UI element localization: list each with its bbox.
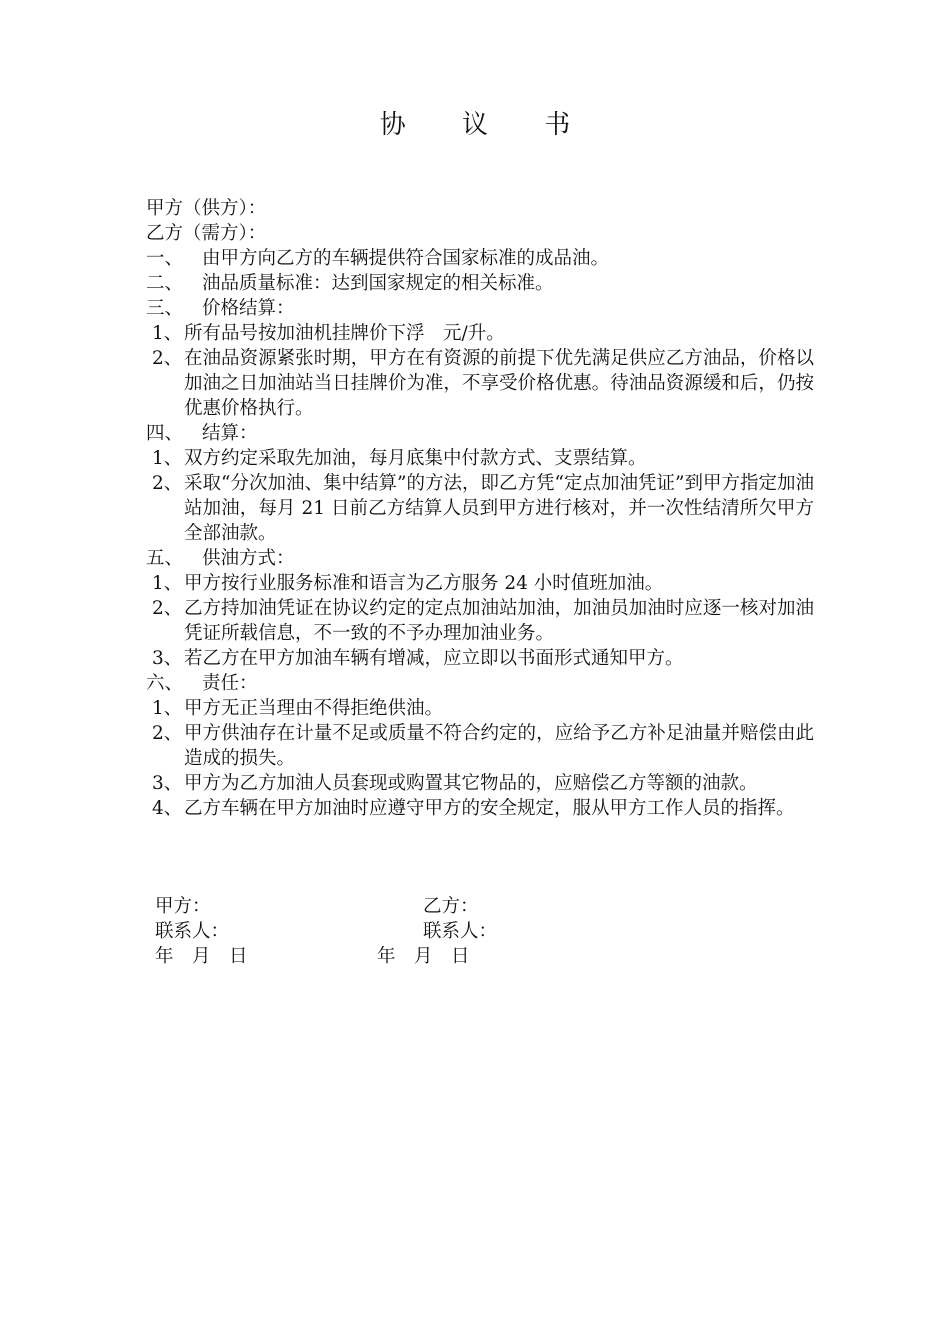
clause-number: 2、 bbox=[152, 723, 183, 744]
party-b-date: 年 月 日 bbox=[377, 946, 470, 967]
party-b-line: 乙方（需方）： bbox=[146, 223, 267, 244]
clause-3-1 bbox=[146, 321, 814, 346]
section-heading: 供油方式： bbox=[202, 548, 295, 569]
clause-text: 采取“分次加油、集中结算”的方法，即乙方凭“定点加油凭证”到甲方指定加油站加油，每月 21 日前乙方结算人员到甲方进行核对，并一次性结清所欠甲方全部油款。 bbox=[184, 473, 814, 544]
clause-text: 乙方持加油凭证在协议约定的定点加油站加油，加油员加油时应逐一核对加油凭证所载信息，不一致的不予办理加油业务。 bbox=[184, 598, 814, 644]
section-number: 三、 bbox=[146, 298, 184, 319]
section-heading: 责任： bbox=[202, 673, 258, 694]
section-5 bbox=[146, 546, 814, 571]
clause-text: 若乙方在甲方加油车辆有增减，应立即以书面形式通知甲方。 bbox=[184, 648, 684, 669]
section-heading: 价格结算： bbox=[202, 298, 295, 319]
clause-text: 甲方无正当理由不得拒绝供油。 bbox=[184, 698, 444, 719]
clause-text: 甲方供油存在计量不足或质量不符合约定的，应给予乙方补足油量并赔偿由此造成的损失。 bbox=[184, 723, 814, 769]
clause-text: 乙方车辆在甲方加油时应遵守甲方的安全规定，服从甲方工作人员的指挥。 bbox=[184, 798, 795, 819]
section-number: 六、 bbox=[146, 673, 184, 694]
clause-text: 双方约定采取先加油，每月底集中付款方式、支票结算。 bbox=[184, 448, 647, 469]
party-a-date: 年 月 日 bbox=[155, 946, 248, 967]
clause-text: 所有品号按加油机挂牌价下浮 元/升。 bbox=[184, 323, 505, 344]
clause-number: 2、 bbox=[152, 473, 183, 494]
clause-4-2 bbox=[146, 471, 814, 546]
document-title: 协 议 书 bbox=[379, 110, 595, 140]
clause-number: 2、 bbox=[152, 348, 183, 369]
clause-6-1 bbox=[146, 696, 814, 721]
clause-number: 3、 bbox=[152, 648, 183, 669]
clause-3-2 bbox=[146, 346, 814, 421]
clause-5-1 bbox=[146, 571, 814, 596]
clause-number: 1、 bbox=[152, 323, 183, 344]
clause-number: 1、 bbox=[152, 573, 183, 594]
party-b-signature-label: 乙方： bbox=[423, 896, 479, 917]
party-a-signature-label: 甲方： bbox=[155, 896, 211, 917]
section-6 bbox=[146, 671, 814, 696]
section-number: 四、 bbox=[146, 423, 184, 444]
clause-number: 3、 bbox=[152, 773, 183, 794]
clause-5-2 bbox=[146, 596, 814, 646]
clause-5-3 bbox=[146, 646, 814, 671]
section-number: 二、 bbox=[146, 273, 184, 294]
clause-6-3 bbox=[146, 771, 814, 796]
section-heading: 结算： bbox=[202, 423, 258, 444]
section-2 bbox=[146, 271, 814, 296]
clause-number: 4、 bbox=[152, 798, 183, 819]
section-1 bbox=[146, 246, 814, 271]
clause-4-1 bbox=[146, 446, 814, 471]
party-a-contact-label: 联系人： bbox=[155, 921, 230, 942]
section-text: 油品质量标准：达到国家规定的相关标准。 bbox=[202, 273, 554, 294]
clause-6-4 bbox=[146, 796, 814, 821]
clause-text: 甲方按行业服务标准和语言为乙方服务 24 小时值班加油。 bbox=[184, 573, 664, 594]
section-number: 五、 bbox=[146, 548, 184, 569]
agreement-body bbox=[146, 196, 814, 821]
clause-number: 2、 bbox=[152, 598, 183, 619]
party-a-line: 甲方（供方）： bbox=[146, 198, 267, 219]
clause-number: 1、 bbox=[152, 698, 183, 719]
section-text: 由甲方向乙方的车辆提供符合国家标准的成品油。 bbox=[202, 248, 610, 269]
section-4 bbox=[146, 421, 814, 446]
section-3 bbox=[146, 296, 814, 321]
clause-number: 1、 bbox=[152, 448, 183, 469]
signature-block bbox=[155, 894, 655, 969]
section-number: 一、 bbox=[146, 248, 184, 269]
clause-text: 甲方为乙方加油人员套现或购置其它物品的，应赔偿乙方等额的油款。 bbox=[184, 773, 758, 794]
clause-6-2 bbox=[146, 721, 814, 771]
party-b-contact-label: 联系人： bbox=[423, 921, 498, 942]
clause-text: 在油品资源紧张时期，甲方在有资源的前提下优先满足供应乙方油品，价格以加油之日加油站当日挂牌价为准，不享受价格优惠。待油品资源缓和后，仍按优惠价格执行。 bbox=[184, 348, 814, 419]
